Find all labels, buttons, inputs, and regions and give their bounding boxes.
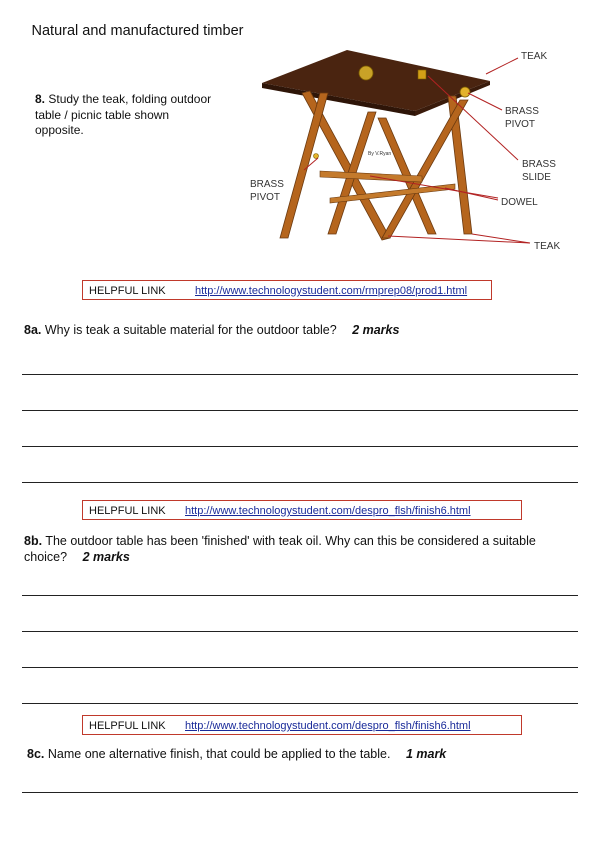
question-text: The outdoor table has been 'finished' with teak oil. Why can this be considered a suitable choice?	[24, 534, 536, 564]
svg-text:PIVOT: PIVOT	[250, 192, 281, 203]
label-teak-top: TEAK	[521, 51, 548, 62]
helpful-link-label: HELPFUL LINK	[89, 720, 166, 732]
question-marks: 2 marks	[352, 323, 400, 337]
helpful-link-url[interactable]: http://www.technologystudent.com/despro_flsh/finish6.html	[185, 720, 471, 732]
helpful-link-box	[82, 280, 492, 300]
answer-line[interactable]	[22, 482, 578, 483]
helpful-link-label: HELPFUL LINK	[89, 505, 166, 517]
brass-slide	[418, 70, 426, 79]
helpful-link-label: HELPFUL LINK	[89, 285, 166, 297]
intro-text	[35, 92, 220, 139]
page-title: Natural and manufactured timber	[31, 23, 244, 39]
answer-line[interactable]	[22, 667, 578, 668]
question-number: 8c.	[27, 747, 45, 761]
brass-pivot-top	[460, 87, 470, 97]
question-8c	[27, 747, 572, 763]
intro-number: 8.	[35, 92, 46, 106]
question-marks: 1 mark	[405, 747, 447, 761]
question-text: Why is teak a suitable material for the outdoor table?	[44, 323, 337, 337]
question-number: 8a.	[24, 323, 42, 337]
answer-line[interactable]	[22, 792, 578, 793]
intro-body: Study the teak, folding outdoor table / picnic table shown opposite.	[35, 92, 212, 137]
label-dowel: DOWEL	[501, 197, 538, 208]
answer-line[interactable]	[22, 595, 578, 596]
helpful-link-url[interactable]: http://www.technologystudent.com/rmprep08/prod1.html	[195, 285, 468, 297]
question-number: 8b.	[24, 534, 43, 548]
question-text: Name one alternative finish, that could be applied to the table.	[47, 747, 391, 761]
figure-credit: By V.Ryan	[368, 151, 392, 157]
helpful-link-box	[82, 715, 522, 735]
label-brass-pivot-left: BRASS	[250, 179, 284, 190]
label-teak-bottom: TEAK	[534, 241, 561, 252]
table-illustration	[240, 38, 585, 260]
answer-line[interactable]	[22, 374, 578, 375]
question-8b	[24, 534, 564, 565]
answer-line[interactable]	[22, 446, 578, 447]
svg-text:PIVOT: PIVOT	[505, 119, 536, 130]
answer-line[interactable]	[22, 410, 578, 411]
answer-line[interactable]	[22, 631, 578, 632]
label-brass-slide: BRASS	[522, 159, 556, 170]
answer-line[interactable]	[22, 703, 578, 704]
label-brass-pivot-right: BRASS	[505, 106, 539, 117]
helpful-link-box	[82, 500, 522, 520]
helpful-link-url[interactable]: http://www.technologystudent.com/despro_flsh/finish6.html	[185, 505, 471, 517]
svg-text:SLIDE: SLIDE	[522, 172, 551, 183]
question-marks: 2 marks	[82, 549, 130, 564]
question-8a	[24, 323, 574, 339]
